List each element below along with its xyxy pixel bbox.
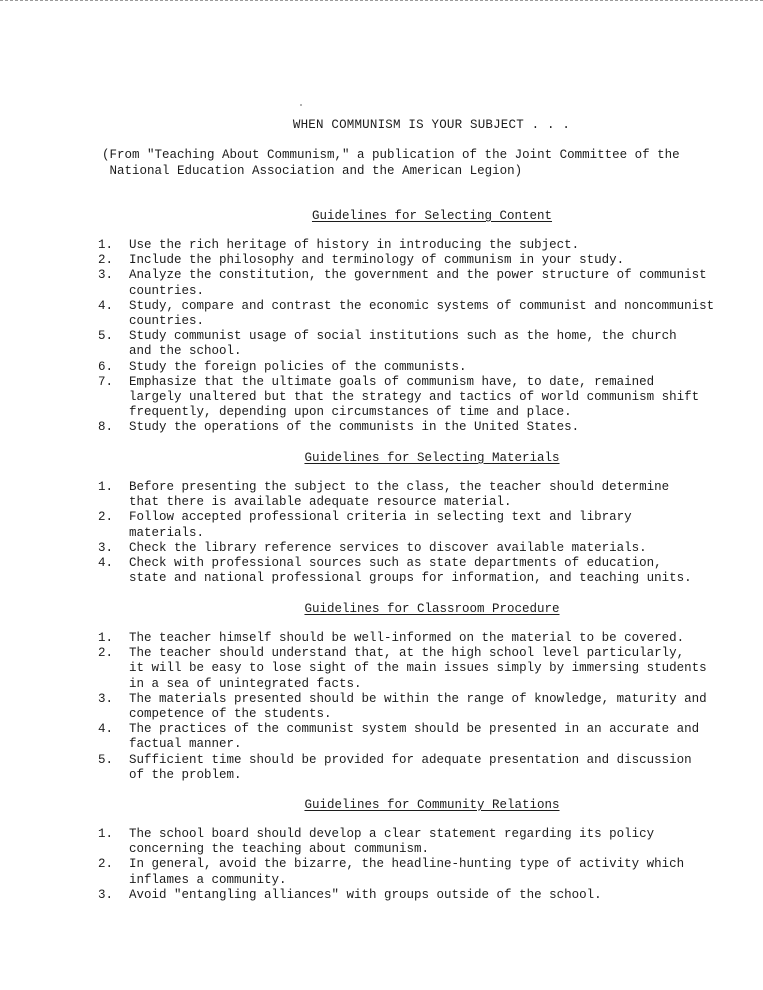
list-item (98, 753, 728, 783)
item-number: 3. (98, 540, 114, 555)
section-selecting-materials (98, 451, 728, 586)
item-text: Emphasize that the ultimate goals of communism have, to date, remained largely unaltered but that the strategy and tactics of world communism shift frequently, depending upon circumstances of time and place. (129, 374, 700, 420)
item-text: Sufficient time should be provided for adequate presentation and discussion of the problem. (129, 752, 692, 782)
item-text: Study the foreign policies of the communists. (129, 359, 467, 374)
item-number: 4. (98, 556, 114, 571)
section-heading: Guidelines for Classroom Procedure (304, 602, 560, 616)
guideline-list (98, 827, 728, 903)
scan-speck (300, 104, 302, 106)
list-item (98, 510, 728, 540)
section-heading: Guidelines for Community Relations (304, 798, 560, 812)
item-text: The school board should develop a clear statement regarding its policy concerning the teaching about communism. (129, 827, 655, 857)
item-text: Avoid "entangling alliances" with groups outside of the school. (129, 887, 602, 902)
item-number: 3. (98, 268, 114, 283)
page-top-border (0, 0, 763, 1)
item-number: 8. (98, 420, 114, 435)
item-number: 2. (98, 857, 114, 872)
item-text: Check with professional sources such as state departments of education, state and national professional groups for information, and teaching units. (129, 556, 692, 586)
item-text: The practices of the communist system should be presented in an accurate and factual manner. (129, 722, 700, 752)
list-item (98, 253, 728, 268)
item-text: Follow accepted professional criteria in selecting text and library materials. (129, 510, 632, 540)
item-text: Before presenting the subject to the class, the teacher should determine that there is available adequate resource material. (129, 480, 670, 510)
list-item (98, 646, 728, 692)
item-text: Study, compare and contrast the economic systems of communist and noncommunist countries. (129, 298, 715, 329)
item-number: 4. (98, 298, 114, 313)
item-number: 3. (98, 887, 114, 902)
section-community-relations (98, 798, 728, 903)
item-number: 6. (98, 359, 114, 374)
list-item (98, 299, 728, 329)
list-item (98, 375, 728, 421)
item-text: Study the operations of the communists in the United States. (129, 420, 580, 435)
list-item (98, 541, 728, 556)
page-title: WHEN COMMUNISM IS YOUR SUBJECT . . . (292, 118, 571, 132)
item-number: 3. (98, 691, 114, 706)
item-number: 5. (98, 329, 114, 344)
item-text: The teacher himself should be well-informed on the material to be covered. (129, 631, 685, 645)
item-number: 1. (98, 238, 114, 252)
item-text: Study communist usage of social institutions such as the home, the church and the school. (129, 329, 677, 359)
item-number: 4. (98, 722, 114, 737)
list-item (98, 420, 728, 435)
item-number: 2. (98, 253, 114, 268)
guideline-list (98, 480, 728, 586)
item-number: 1. (98, 480, 114, 494)
item-text: Include the philosophy and terminology of communism in your study. (129, 253, 625, 268)
list-item (98, 827, 728, 857)
guideline-list (98, 238, 728, 436)
item-number: 7. (98, 374, 114, 389)
item-text: Analyze the constitution, the government and the power structure of communist countries. (129, 268, 707, 298)
section-heading: Guidelines for Selecting Materials (304, 451, 560, 465)
item-number: 5. (98, 752, 114, 767)
item-number: 1. (98, 827, 114, 841)
item-text: Check the library reference services to discover available materials. (129, 540, 647, 555)
item-number: 1. (98, 631, 114, 645)
section-heading: Guidelines for Selecting Content (311, 209, 553, 223)
item-text: In general, avoid the bizarre, the headline-hunting type of activity which inflames a community. (129, 857, 685, 887)
list-item (98, 268, 728, 298)
list-item (98, 556, 728, 586)
list-item (98, 857, 728, 887)
section-selecting-content (98, 209, 728, 436)
item-text: Use the rich heritage of history in introducing the subject. (129, 238, 580, 252)
list-item (98, 888, 728, 903)
item-text: The teacher should understand that, at the high school level particularly, it will be easy to lose sight of the main issues simply by immersing students in a sea of unintegrated facts. (129, 646, 707, 691)
list-item (98, 329, 728, 359)
list-item (98, 480, 728, 510)
item-text: The materials presented should be within the range of knowledge, maturity and competence of the students. (129, 691, 707, 722)
list-item (98, 238, 728, 253)
list-item (98, 722, 728, 752)
list-item (98, 360, 728, 375)
list-item (98, 692, 728, 722)
source-note: (From "Teaching About Communism," a publication of the Joint Committee of the National Education Association and the American Legion) (102, 148, 680, 178)
section-classroom-procedure (98, 602, 728, 783)
item-number: 2. (98, 646, 114, 661)
guideline-list (98, 631, 728, 783)
list-item (98, 631, 728, 646)
item-number: 2. (98, 510, 114, 525)
